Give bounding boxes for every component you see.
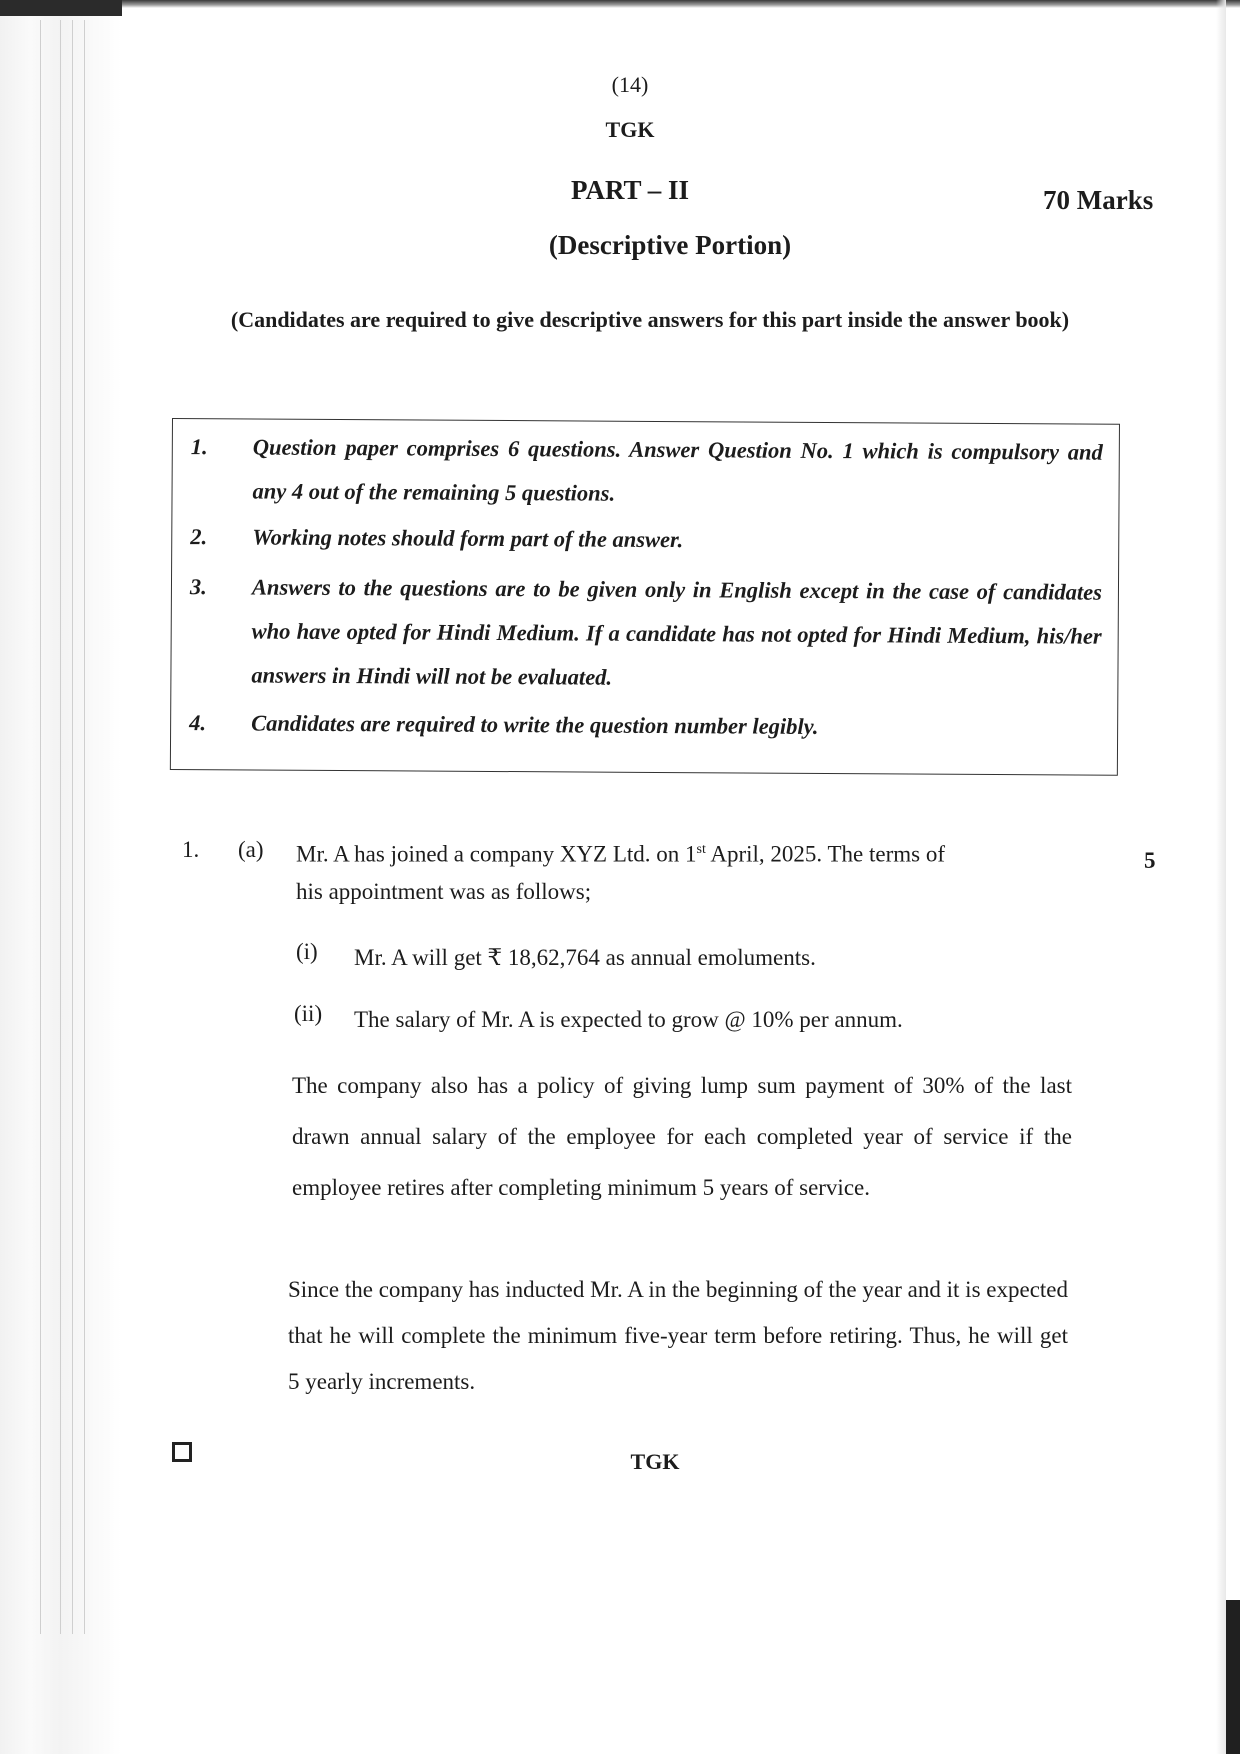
item-label: (ii)	[294, 1001, 323, 1026]
paper-code-top: TGK	[605, 117, 655, 142]
item-text: The salary of Mr. A is expected to grow @ 10% per annum.	[354, 1007, 903, 1032]
portion-subtitle: (Descriptive Portion)	[548, 230, 792, 260]
intro-instruction: (Candidates are required to give descriptive answers for this part inside the answer book)	[230, 307, 1070, 332]
instruction-number: 4.	[189, 710, 207, 736]
instruction-text: Answers to the questions are to be given only in English except in the case of candidates who have opted for Hindi Medium. If a candidate has not opted for Hindi Medium, his/her answers in Hindi will not be evaluated.	[251, 574, 1103, 690]
scan-right-edge	[1226, 1600, 1240, 1754]
question-line-1: Mr. A has joined a company XYZ Ltd. on 1st April, 2025. The terms of	[296, 841, 946, 867]
part-title: PART – II	[570, 175, 690, 205]
question-part-label: (a)	[238, 837, 264, 862]
item-text: Mr. A will get ₹ 18,62,764 as annual emoluments.	[354, 945, 816, 970]
scan-top-left-band	[0, 0, 122, 16]
instruction-number: 3.	[189, 574, 207, 600]
question-line-2: his appointment was as follows;	[296, 879, 592, 904]
square-mark-icon	[172, 1442, 192, 1462]
question-marks: 5	[1144, 848, 1156, 873]
question-paragraph-2: Since the company has inducted Mr. A in the beginning of the year and it is expected that he will complete the minimum five-year term before retiring. Thus, he will get 5 yearly increments.	[288, 1277, 1068, 1394]
instruction-text: Question paper comprises 6 questions. Answer Question No. 1 which is compulsory and any 4 out of the remaining 5 questions.	[252, 434, 1103, 506]
question-paragraph-1: The company also has a policy of giving lump sum payment of 30% of the last drawn annual salary of the employee for each completed year of service if the employee retires after completing minimum 5 years of service.	[292, 1073, 1072, 1200]
instruction-text: Candidates are required to write the question number legibly.	[251, 710, 819, 739]
instruction-text: Working notes should form part of the answer.	[252, 524, 684, 553]
paper-code-bottom: TGK	[630, 1449, 680, 1474]
scan-left-edge	[0, 0, 122, 1754]
instructions-box	[170, 418, 1120, 776]
page-number: (14)	[611, 72, 649, 97]
instruction-number: 1.	[190, 434, 208, 460]
scan-top-edge	[0, 0, 1240, 8]
instruction-number: 2.	[190, 524, 208, 550]
question-number: 1.	[182, 837, 200, 862]
scan-right-shade	[1216, 0, 1226, 1754]
total-marks: 70 Marks	[1043, 185, 1154, 215]
item-label: (i)	[296, 939, 318, 964]
